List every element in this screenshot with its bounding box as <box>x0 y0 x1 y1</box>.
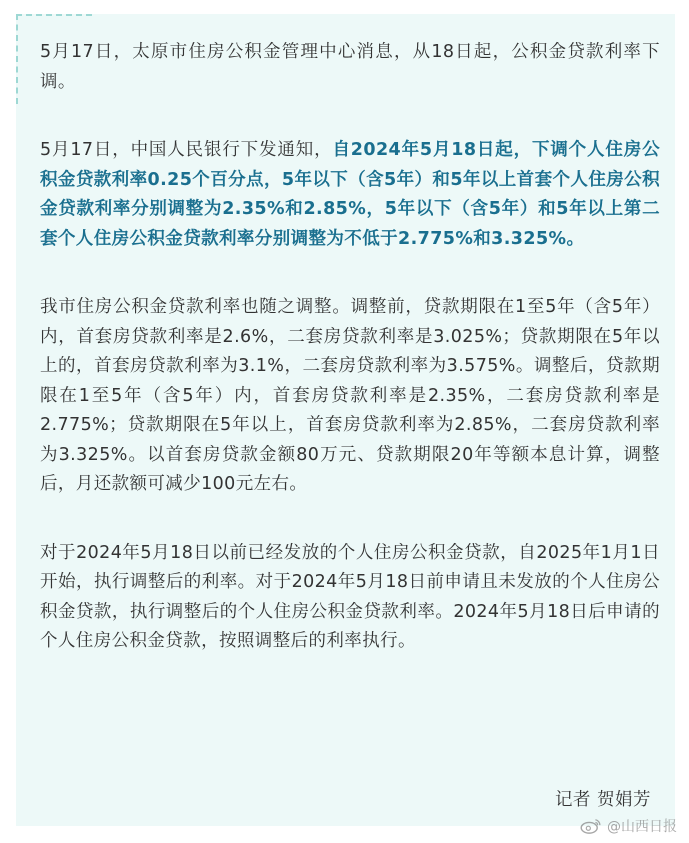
paragraph-intro: 5月17日，太原市住房公积金管理中心消息，从18日起，公积金贷款利率下调。 <box>40 42 660 92</box>
source-watermark <box>580 816 677 836</box>
paragraph-lead-text: 5月17日，中国人民银行下发通知， <box>40 140 333 160</box>
dashed-corner-top <box>16 14 92 16</box>
paragraph-local-adjustment: 我市住房公积金贷款利率也随之调整。调整前，贷款期限在1至5年（含5年）内，首套房贷款利率是2.6%，二套房贷款利率是3.025%；贷款期限在5年以上的，首套房贷款利率为3.1%，二套房贷款利率为3.575%。调整后，贷款期限在1至5年（含5年）内，首套房贷款利率是2.35%，二套房贷款利率是2.775%；贷款期限在5年以上，首套房贷款利率为2.85%，二套房贷款利率为3.325%。以首套房贷款金额80万元、贷款期限20年等额本息计算，调整后，月还款额可减少100元左右。 <box>40 297 660 494</box>
reporter-byline: 记者 贺娟芳 <box>554 790 651 810</box>
weibo-icon <box>580 818 602 834</box>
paragraph-effective-dates: 对于2024年5月18日以前已经发放的个人住房公积金贷款，自2025年1月1日开始，执行调整后的利率。对于2024年5月18日前申请且未发放的个人住房公积金贷款，执行调整后的个人住房公积金贷款利率。2024年5月18日后申请的个人住房公积金贷款，按照调整后的利率执行。 <box>40 542 660 651</box>
paragraph-pboc-notice <box>40 136 660 254</box>
dashed-corner-left <box>16 14 18 104</box>
watermark-text: @山西日报 <box>607 819 677 835</box>
highlighted-rate-change: 自2024年5月18日起，下调个人住房公积金贷款利率0.25个百分点，5年以下（含5年）和5年以上首套个人住房公积金贷款利率分别调整为2.35%和2.85%，5年以下（含5年）和5年以上第二套个人住房公积金贷款利率分别调整为不低于2.775%和3.325%。 <box>40 140 660 249</box>
article-body <box>40 38 660 696</box>
